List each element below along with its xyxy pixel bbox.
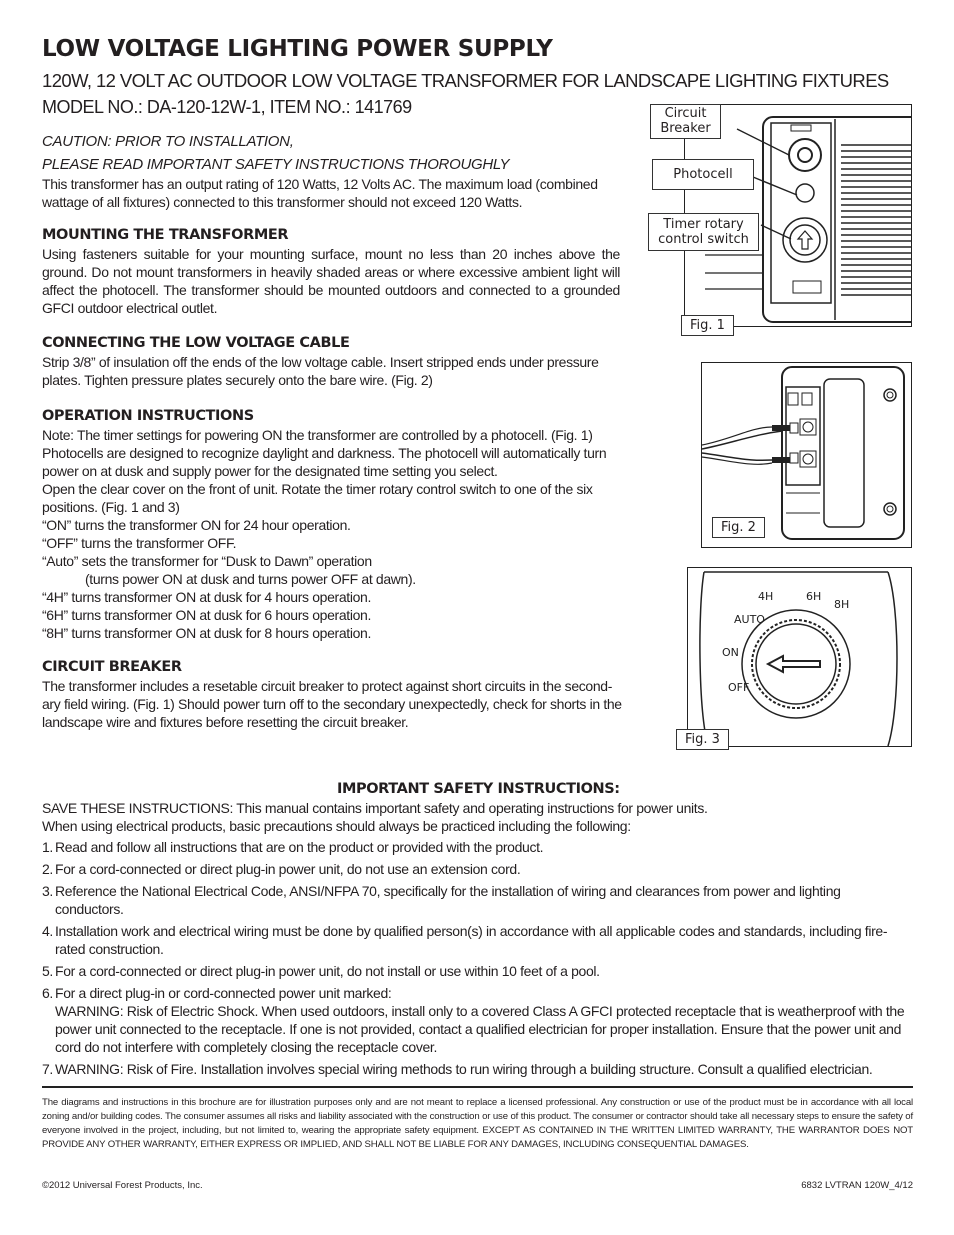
connecting-heading: CONNECTING THE LOW VOLTAGE CABLE (42, 335, 350, 351)
page-subtitle: 120W, 12 VOLT AC OUTDOOR LOW VOLTAGE TRANSFORMER FOR LANDSCAPE LIGHTING FIXTURES (42, 70, 889, 91)
callout-photocell: Photocell (652, 159, 754, 190)
figure-1 (658, 104, 912, 333)
breaker-heading: CIRCUIT BREAKER (42, 659, 182, 675)
figure-2-label: Fig. 2 (712, 517, 765, 538)
safety-item (42, 860, 912, 878)
dial-off: OFF (728, 681, 750, 694)
disclaimer: The diagrams and instructions in this brochure are for illustration purposes only and are not meant to replace a licensed professional. Any construction or use of the product must be in accordance with all local zoning and/or building codes. The consumer assumes all risks and liability associated with the construction or use of this product. The consumer or contractor should take all necessary steps to ensure the safety of everyone involved in the project, including, but not limited to, wearing the appropriate safety equipment. EXCEPT AS CONTAINED IN THE WRITTEN LIMITED WARRANTY, THE WARRANTOR DOES NOT PROVIDE ANY OTHER WARRANTY, EITHER EXPRESS OR IMPLIED, AND SHALL NOT BE LIABLE FOR ANY DAMAGES, INCLUDING CONSEQUENTIAL DAMAGES. (42, 1097, 913, 1150)
copyright: ©2012 Universal Forest Products, Inc. (42, 1180, 203, 1191)
callout-circuit-breaker-line-1: Circuit (664, 106, 707, 121)
dial-4h: 4H (758, 590, 774, 603)
caution-line-2: PLEASE READ IMPORTANT SAFETY INSTRUCTIONS THOROUGHLY (42, 156, 510, 173)
safety-list (42, 838, 912, 1078)
model-number: MODEL NO.: DA-120-12W-1, ITEM NO.: 141769 (42, 97, 412, 117)
safety-item-number: 5. (42, 963, 53, 979)
operation-6h: “6H” turns transformer ON at dusk for 6 hours operation. (42, 607, 371, 623)
caution-text: This transformer has an output rating of 120 Watts, 12 Volts AC. The maximum load (combined wattage of all fixtures) connected to this transformer should not exceed 120 Watts. (42, 176, 598, 210)
footer-rule (42, 1086, 913, 1088)
dial-auto: AUTO (734, 613, 765, 626)
dial-6h: 6H (806, 590, 822, 603)
safety-item-text: Installation work and electrical wiring must be done by qualified person(s) in accordance with all applicable codes and standards, including fire-rated construction. (55, 923, 888, 957)
callout-circuit-breaker (650, 104, 721, 139)
safety-item-number: 3. (42, 883, 53, 899)
connecting-text: Strip 3/8” of insulation off the ends of the low voltage cable. Insert stripped ends under pressure plates. Tighten pressure plates securely onto the bare wire. (Fig. 2) (42, 354, 599, 388)
safety-item (42, 962, 912, 980)
safety-item-text: WARNING: Risk of Fire. Installation involves special wiring methods to run wiring through a building structure. Consult a qualified electrician. (55, 1061, 873, 1077)
operation-off: “OFF” turns the transformer OFF. (42, 535, 237, 551)
document-code: 6832 LVTRAN 120W_4/12 (801, 1180, 913, 1191)
safety-intro-1: SAVE THESE INSTRUCTIONS: This manual contains important safety and operating instructions for power units. (42, 800, 708, 816)
safety-item-number: 7. (42, 1061, 53, 1077)
safety-item-number: 1. (42, 839, 53, 855)
callout-timer-line-1: Timer rotary (663, 217, 744, 232)
operation-body (42, 426, 622, 642)
page-title: LOW VOLTAGE LIGHTING POWER SUPPLY (42, 36, 553, 62)
safety-item (42, 984, 912, 1056)
operation-auto: “Auto” sets the transformer for “Dusk to Dawn” operation (42, 553, 372, 569)
operation-8h: “8H” turns transformer ON at dusk for 8 hours operation. (42, 625, 371, 641)
safety-heading: IMPORTANT SAFETY INSTRUCTIONS: (337, 781, 620, 797)
operation-on: “ON” turns the transformer ON for 24 hour operation. (42, 517, 351, 533)
caution-heading (42, 130, 509, 174)
safety-item-number: 2. (42, 861, 53, 877)
callout-circuit-breaker-line-2: Breaker (660, 121, 711, 136)
safety-item (42, 882, 912, 918)
breaker-text: The transformer includes a resetable circuit breaker to protect against short circuits in the second-ary field wiring. (Fig. 1) Should power turn off to the secondary unexpectedly, check for shorts in the landscape wire and fixtures before resetting the circuit breaker. (42, 678, 622, 730)
operation-note: Note: The timer settings for powering ON the transformer are controlled by a photocell. (Fig. 1) Photocells are designed to recognize daylight and darkness. The photocell will automatically turn power on at dusk and supply power for the designated time setting you select. (42, 427, 607, 479)
figure-1-label: Fig. 1 (681, 315, 734, 336)
figure-3-label: Fig. 3 (676, 729, 729, 750)
safety-item (42, 1060, 912, 1078)
safety-item-number: 6. (42, 985, 53, 1001)
operation-rotate: Open the clear cover on the front of unit. Rotate the timer rotary control switch to one of the six positions. (Fig. 1 and 3) (42, 481, 593, 515)
safety-item-text: For a cord-connected or direct plug-in power unit, do not install or use within 10 feet of a pool. (55, 963, 600, 979)
dial-on: ON (722, 646, 739, 659)
dial-8h: 8H (834, 598, 850, 611)
safety-intro-2: When using electrical products, basic precautions should always be practiced including the following: (42, 818, 631, 834)
safety-item-text: Read and follow all instructions that are on the product or provided with the product. (55, 839, 544, 855)
caution-line-1: CAUTION: PRIOR TO INSTALLATION, (42, 133, 294, 150)
figure-2 (701, 362, 912, 548)
safety-item-text: Reference the National Electrical Code, ANSI/NFPA 70, specifically for the installation of wiring and clearances from power and lighting conductors. (55, 883, 841, 917)
safety-item (42, 838, 912, 856)
figure-3-drawing (688, 568, 911, 746)
operation-auto-detail: (turns power ON at dusk and turns power OFF at dawn). (85, 571, 416, 587)
figure-3 (687, 567, 912, 747)
mounting-heading: MOUNTING THE TRANSFORMER (42, 227, 289, 243)
safety-item (42, 922, 912, 958)
callout-timer-line-2: control switch (658, 232, 749, 247)
safety-item-6-warning: WARNING: Risk of Electric Shock. When used outdoors, install only to a covered Class A GFCI protected receptacle that is weatherproof with the power unit connected to the receptacle. If one is not provided, contact a qualified electrician for proper installation. Ensure that the power unit and cord do not interfere with completely closing the receptacle cover. (55, 1003, 905, 1055)
safety-item-text: For a cord-connected or direct plug-in power unit, do not use an extension cord. (55, 861, 521, 877)
safety-item-text: For a direct plug-in or cord-connected power unit marked: (55, 985, 392, 1001)
mounting-text: Using fasteners suitable for your mounting surface, mount no less than 20 inches above the ground. Do not mount transformers in heavily shaded areas or where excessive ambient light will affect the photocell. The transformer should be mounted outdoors and connected to a grounded GFCI outdoor electrical outlet. (42, 246, 620, 316)
callout-timer-switch (648, 213, 759, 251)
safety-section (42, 799, 912, 1082)
safety-item-number: 4. (42, 923, 53, 939)
operation-4h: “4H” turns transformer ON at dusk for 4 hours operation. (42, 589, 371, 605)
operation-heading: OPERATION INSTRUCTIONS (42, 408, 254, 424)
